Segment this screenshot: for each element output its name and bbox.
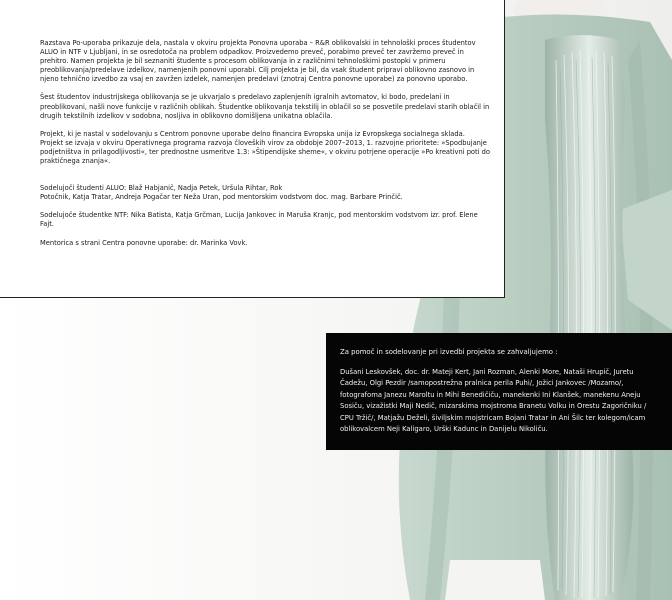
acknowledgements-body: Dušani Leskovšek, doc. dr. Mateji Kert, Jani Rozman, Alenki More, Nataši Hrupič, Juretu Čadežu, Olgi Pezdir /samopostrežna pralnica perila Puhi/, Jožici Jankovec /Mozamo/, fotografoma Janezu Maroltu in Mihi Benedičiču, manekenki Ini Klanšek, manekenu Aneju Sosiču, vizažistki Maji Nedič, mizarskima mojstroma Branetu Volku in Orestu Zagoričniku / CPU Tržič/, Matjažu Deželi, šiviljskim mojstricam Bojani Tratar in Ani Šilc ter kolegom/icam oblikovalcem Neji Kaligaro, Urški Kadunc in Danijelu Nikoliču. [340, 368, 647, 434]
aluo-students-line2: Potočnik, Katja Tratar, Andreja Pogačar ter Neža Uran, pod mentorskim vodstvom doc. mag. Barbare Prinčič. [40, 193, 403, 202]
ntf-students: Sodelujoče študentke NTF: Nika Batista, Katja Grčman, Lucija Jankovec in Maruša Kranjc, pod mentorskim vodstvom izr. prof. Elene Fajt. [40, 211, 478, 229]
intro-paragraph-funding [40, 130, 492, 166]
acknowledgements-heading: Za pomoč in sodelovanje pri izvedbi projekta se zahvaljujemo : [340, 348, 558, 356]
funding-line-programme: Projekt se izvaja v okviru Operativnega programa razvoja človeških virov za obdobje 2007–2013, 1. razvojne prioritete: »Spodbujanje podjetništva in prilagodljivosti«, ter prednostne usmeritve 1.3: »Štipendijske sheme«, v okviru potrjene operacije »Po kreativni poti do praktičnega znanja«. [40, 138, 490, 166]
mentor-line: Mentorica s strani Centra ponovne uporabe: dr. Marinka Vovk. [40, 238, 248, 247]
aluo-students [40, 184, 492, 202]
intro-paragraph-students: Šest študentov industrijskega oblikovanja se je ukvarjalo s predelavo zaplenjenih igralnih avtomatov, ki bodo, predelani in preoblikovani, našli nove funkcije v različnih oblikah. Študentke oblikovanja tekstilij in oblačil so se posvetile predelavi starih oblačil in drugih tekstilnih izdelkov v sodobna, nosljiva in oblikovno domišljena unikatna oblačila. [40, 93, 490, 120]
intro-text-block [40, 39, 492, 257]
intro-text-panel [0, 0, 505, 298]
funding-line-eu: Projekt, ki je nastal v sodelovanju s Centrom ponovne uporabe delno financira Evropska unija iz Evropskega socialnega sklada. [40, 129, 465, 138]
acknowledgements-panel [326, 333, 672, 450]
aluo-students-line1: Sodelujoči študenti ALUO: Blaž Habjanič, Nadja Petek, Uršula Rihtar, Rok [40, 184, 283, 193]
intro-paragraph-exhibition: Razstava Po-uporaba prikazuje dela, nastala v okviru projekta Ponovna uporaba – R&R oblikovalski in tehnološki proces študentov ALUO in NTF v Ljubljani, in se osredotoča na problem odpadkov. Proizvedemo preveč, porabimo preveč ter zavržemo preveč in prehitro. Namen projekta je bil seznaniti študente s procesom oblikovanja in z različnimi tehnološkimi postopki v primeru preoblikovanja/predelave izdelkov, namenjenih ponovni uporabi. Cilj projekta je bil, da vsak študent pripravi oblikovno zasnovo in njeno tehnično izvedbo za vsaj en zavržen izdelek, namenjen predelavi (znotraj Centra ponovne uporabe) za ponovno uporabo. [40, 39, 476, 84]
